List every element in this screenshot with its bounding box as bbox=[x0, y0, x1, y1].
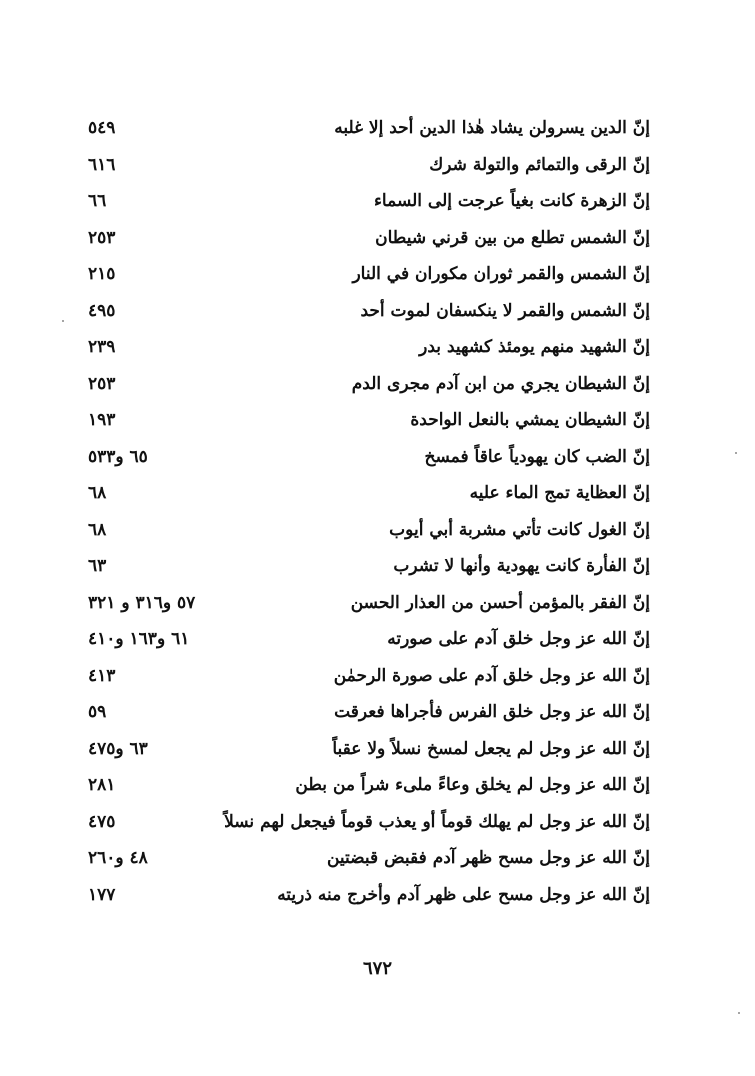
entry-pages: ٦١٦ bbox=[88, 154, 116, 175]
index-entry bbox=[0, 402, 755, 438]
index-entry bbox=[0, 804, 755, 840]
entry-text: إنّ الله عز وجل لم يهلك قوماً أو يعذب قوماً فيجعل لهم نسلاً bbox=[224, 811, 650, 832]
index-entry bbox=[0, 439, 755, 475]
entry-text: إنّ الفقر بالمؤمن أحسن من العذار الحسن bbox=[350, 592, 650, 613]
entry-text: إنّ الغول كانت تأتي مشربة أبي أيوب bbox=[389, 519, 650, 540]
index-entry bbox=[0, 877, 755, 913]
entry-text: إنّ الشمس والقمر ثوران مكوران في النار bbox=[352, 264, 650, 284]
index-entry bbox=[0, 475, 755, 511]
entry-text: إنّ العظاية تمج الماء عليه bbox=[469, 483, 650, 503]
entry-pages: ٦٥ و٥٣٣ bbox=[88, 446, 148, 467]
entry-pages: ٤٩٥ bbox=[88, 300, 116, 321]
scan-speck bbox=[738, 1012, 740, 1014]
entry-pages: ٦٦ bbox=[88, 191, 107, 211]
entry-pages: ٤٨ و٢٦٠ bbox=[88, 848, 148, 868]
entry-pages: ٢١٥ bbox=[88, 264, 116, 284]
entry-pages: ١٩٣ bbox=[88, 410, 116, 430]
entry-text: إنّ الله عز وجل خلق آدم على صورة الرحمٰن bbox=[333, 665, 650, 686]
entry-pages: ٤٧٥ bbox=[88, 811, 116, 832]
entry-pages: ٢٥٣ bbox=[88, 227, 116, 248]
entry-pages: ٦٨ bbox=[88, 483, 107, 503]
entry-pages: ١٧٧ bbox=[88, 884, 116, 905]
index-entry bbox=[0, 548, 755, 584]
entry-text: إنّ الشيطان يمشي بالنعل الواحدة bbox=[410, 410, 650, 430]
entry-text: إنّ الرقى والتمائم والتولة شرك bbox=[429, 154, 650, 175]
index-entry bbox=[0, 147, 755, 183]
index-entry bbox=[0, 731, 755, 767]
scan-speck bbox=[62, 320, 64, 322]
entry-pages: ٢٨١ bbox=[88, 775, 116, 795]
index-entry bbox=[0, 293, 755, 329]
index-entry bbox=[0, 256, 755, 292]
entry-pages: ٢٣٩ bbox=[88, 337, 116, 357]
index-entry bbox=[0, 767, 755, 803]
entry-pages: ٦١ و١٦٣ و٤١٠ bbox=[88, 629, 190, 649]
entry-pages: ٦٣ و٤٧٥ bbox=[88, 738, 148, 759]
entry-text: إنّ الشمس والقمر لا ينكسفان لموت أحد bbox=[360, 300, 650, 321]
entry-text: إنّ الفأرة كانت يهودية وأنها لا تشرب bbox=[393, 556, 650, 576]
entry-pages: ٥٤٩ bbox=[88, 118, 116, 138]
index-entry bbox=[0, 621, 755, 657]
entry-text: إنّ الله عز وجل خلق الفرس فأجراها فعرقت bbox=[334, 702, 650, 722]
entry-text: إنّ الزهرة كانت بغياً عرجت إلى السماء bbox=[373, 191, 650, 211]
entry-pages: ٥٧ و٣١٦ و ٣٢١ bbox=[88, 592, 196, 613]
scan-speck bbox=[735, 452, 737, 454]
index-entry bbox=[0, 585, 755, 621]
entry-pages: ٤١٣ bbox=[88, 665, 116, 686]
index-entry bbox=[0, 183, 755, 219]
entry-text: إنّ الشمس تطلع من بين قرني شيطان bbox=[375, 227, 650, 248]
index-entry bbox=[0, 512, 755, 548]
index-entry bbox=[0, 366, 755, 402]
entry-text: إنّ الله عز وجل مسح ظهر آدم فقبض قبضتين bbox=[326, 848, 650, 868]
index-entry bbox=[0, 694, 755, 730]
entry-pages: ٥٩ bbox=[88, 702, 107, 722]
entry-text: إنّ الدين يسرولن يشاد هٰذا الدين أحد إلا غلبه bbox=[334, 118, 650, 138]
entry-pages: ٢٥٣ bbox=[88, 373, 116, 394]
entry-text: إنّ الشهيد منهم يومئذ كشهيد بدر bbox=[419, 337, 650, 357]
entry-text: إنّ الله عز وجل لم يخلق وعاءً ملىء شراً من بطن bbox=[295, 775, 650, 795]
entry-pages: ٦٣ bbox=[88, 556, 107, 576]
entry-pages: ٦٨ bbox=[88, 519, 107, 540]
index-entry bbox=[0, 110, 755, 146]
index-entry bbox=[0, 220, 755, 256]
entry-text: إنّ الشيطان يجري من ابن آدم مجرى الدم bbox=[351, 373, 650, 394]
entry-text: إنّ الضب كان يهودياً عاقاً فمسخ bbox=[424, 446, 650, 467]
entry-text: إنّ الله عز وجل مسح على ظهر آدم وأخرج منه ذريته bbox=[277, 884, 650, 905]
index-entry bbox=[0, 329, 755, 365]
index-entry bbox=[0, 840, 755, 876]
entry-text: إنّ الله عز وجل لم يجعل لمسخ نسلاً ولا عقباً bbox=[332, 738, 650, 759]
index-entry bbox=[0, 658, 755, 694]
page-number: ٦٧٢ bbox=[362, 958, 392, 979]
entry-text: إنّ الله عز وجل خلق آدم على صورته bbox=[387, 629, 650, 649]
